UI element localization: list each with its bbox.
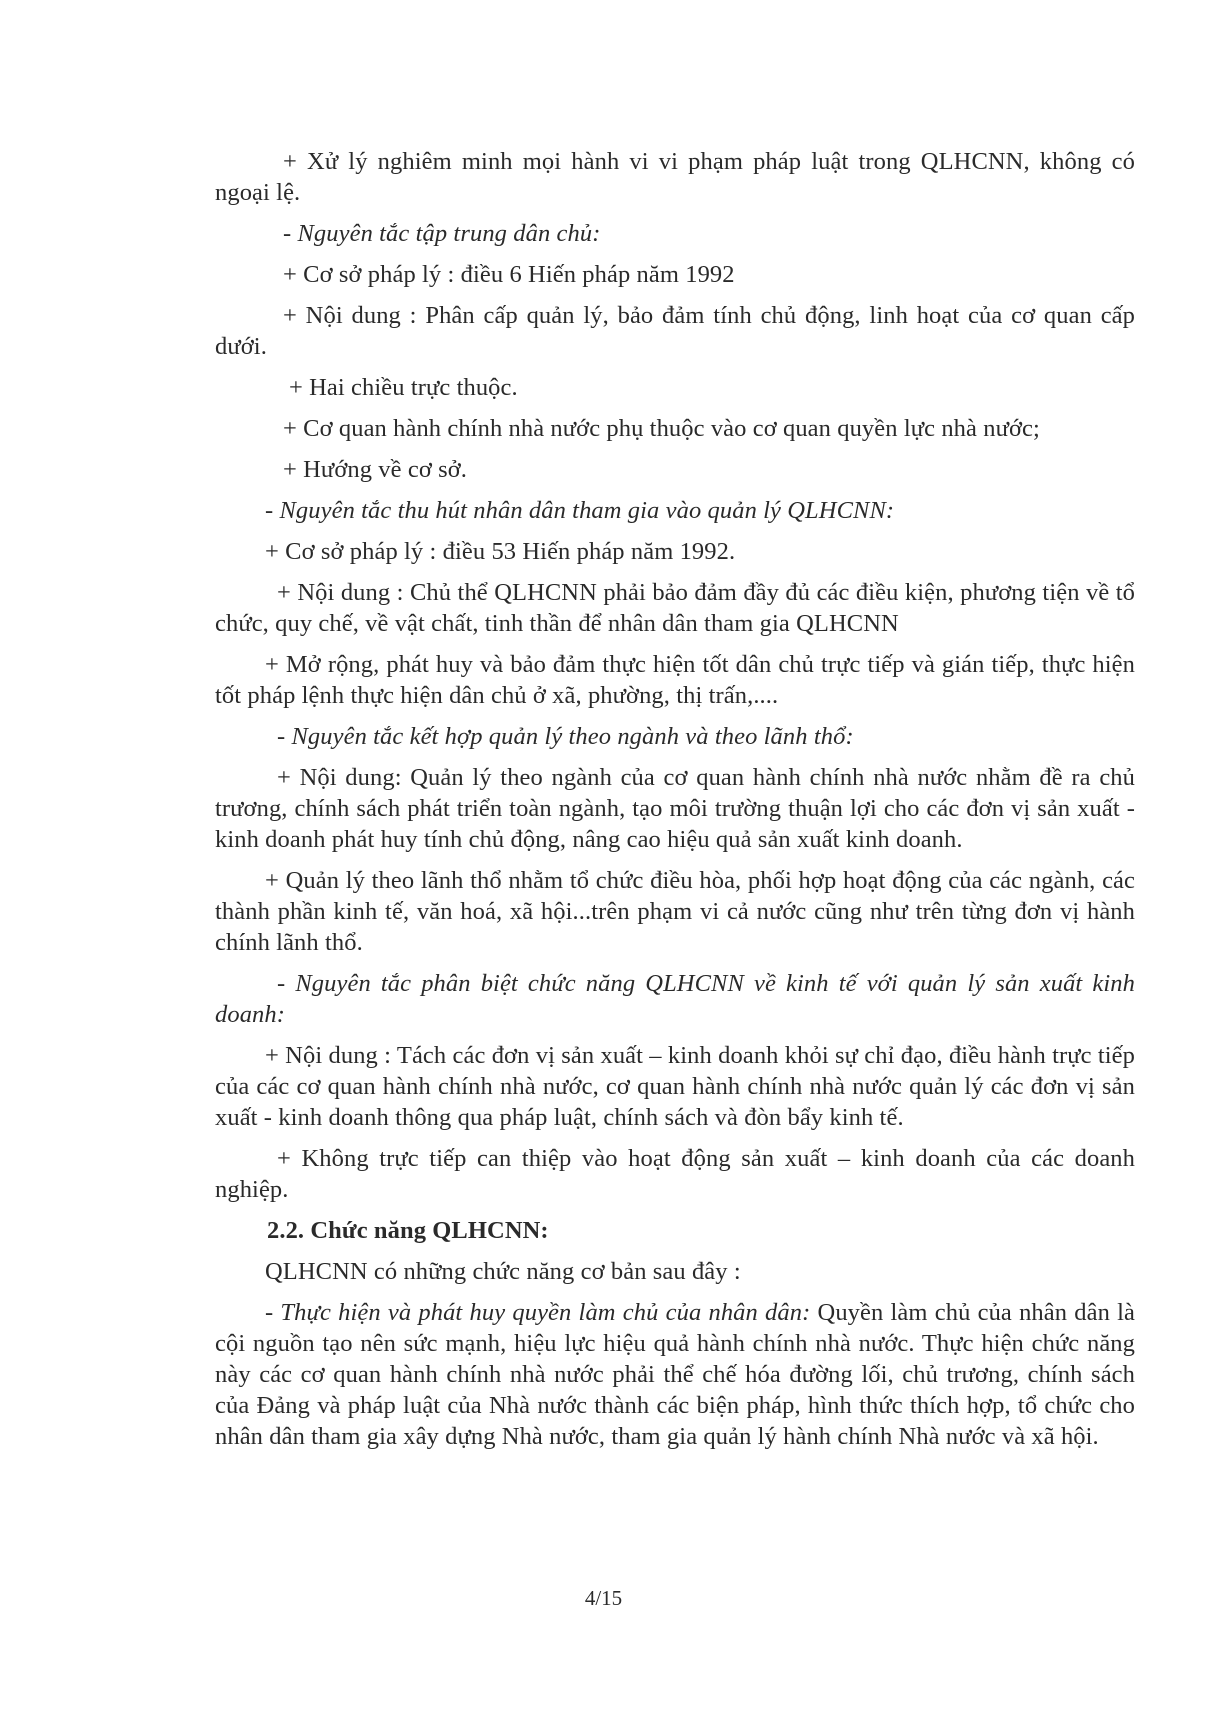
paragraph: + Không trực tiếp can thiệp vào hoạt động sản xuất – kinh doanh của các doanh nghiệp. [215, 1145, 1135, 1203]
principle-heading: - Nguyên tắc phân biệt chức năng QLHCNN về kinh tế với quản lý sản xuất kinh doanh: [215, 970, 1135, 1028]
page-body [215, 146, 1135, 1462]
paragraph: + Hướng về cơ sở. [283, 456, 468, 483]
paragraph: + Cơ sở pháp lý : điều 6 Hiến pháp năm 1992 [283, 261, 735, 288]
paragraph: + Nội dung : Phân cấp quản lý, bảo đảm tính chủ động, linh hoạt của cơ quan cấp dưới. [215, 302, 1135, 360]
paragraph: + Xử lý nghiêm minh mọi hành vi vi phạm pháp luật trong QLHCNN, không có ngoại lệ. [215, 148, 1135, 206]
paragraph: + Quản lý theo lãnh thổ nhằm tổ chức điều hòa, phối hợp hoạt động của các ngành, các thành phần kinh tế, văn hoá, xã hội...trên phạm vi cả nước cũng như trên từng đơn vị hành chính lãnh thổ. [215, 867, 1135, 956]
italic-lead: - Thực hiện và phát huy quyền làm chủ của nhân dân: [265, 1299, 811, 1326]
paragraph: QLHCNN có những chức năng cơ bản sau đây : [265, 1258, 741, 1285]
principle-heading: - Nguyên tắc kết hợp quản lý theo ngành và theo lãnh thổ: [277, 723, 854, 750]
paragraph: + Hai chiều trực thuộc. [289, 374, 518, 401]
paragraph: + Nội dung : Tách các đơn vị sản xuất – kinh doanh khỏi sự chỉ đạo, điều hành trực tiếp của các cơ quan hành chính nhà nước, cơ quan hành chính nhà nước quản lý các đơn vị sản xuất - kinh doanh thông qua pháp luật, chính sách và đòn bẩy kinh tế. [215, 1042, 1135, 1131]
paragraph: + Cơ sở pháp lý : điều 53 Hiến pháp năm 1992. [265, 538, 736, 565]
page-number: 4/15 [584, 1586, 623, 1610]
paragraph: + Cơ quan hành chính nhà nước phụ thuộc vào cơ quan quyền lực nhà nước; [283, 415, 1040, 442]
principle-heading: - Nguyên tắc tập trung dân chủ: [283, 220, 601, 247]
paragraph: + Mở rộng, phát huy và bảo đảm thực hiện tốt dân chủ trực tiếp và gián tiếp, thực hiện tốt pháp lệnh thực hiện dân chủ ở xã, phường, thị trấn,.... [215, 651, 1135, 709]
principle-heading: - Nguyên tắc thu hút nhân dân tham gia vào quản lý QLHCNN: [265, 497, 895, 524]
paragraph [215, 1297, 1135, 1452]
paragraph: + Nội dung: Quản lý theo ngành của cơ quan hành chính nhà nước nhằm đề ra chủ trương, chính sách phát triển toàn ngành, tạo môi trường thuận lợi cho các đơn vị sản xuất - kinh doanh phát huy tính chủ động, nâng cao hiệu quả sản xuất kinh doanh. [215, 764, 1135, 853]
paragraph-text: Quyền làm chủ của nhân dân là cội nguồn tạo nên sức mạnh, hiệu lực hiệu quả hành chính nhà nước. Thực hiện chức năng này các cơ quan hành chính nhà nước phải thể chế hóa đường lối, chủ trương, chính sách của Đảng và pháp luật của Nhà nước thành các biện pháp, hình thức thích hợp, tổ chức cho nhân dân tham gia xây dựng Nhà nước, tham gia quản lý hành chính Nhà nước và xã hội. [215, 1299, 1136, 1450]
paragraph: + Nội dung : Chủ thể QLHCNN phải bảo đảm đầy đủ các điều kiện, phương tiện về tổ chức, quy chế, về vật chất, tinh thần để nhân dân tham gia QLHCNN [215, 579, 1135, 637]
section-heading: 2.2. Chức năng QLHCNN: [267, 1217, 549, 1244]
